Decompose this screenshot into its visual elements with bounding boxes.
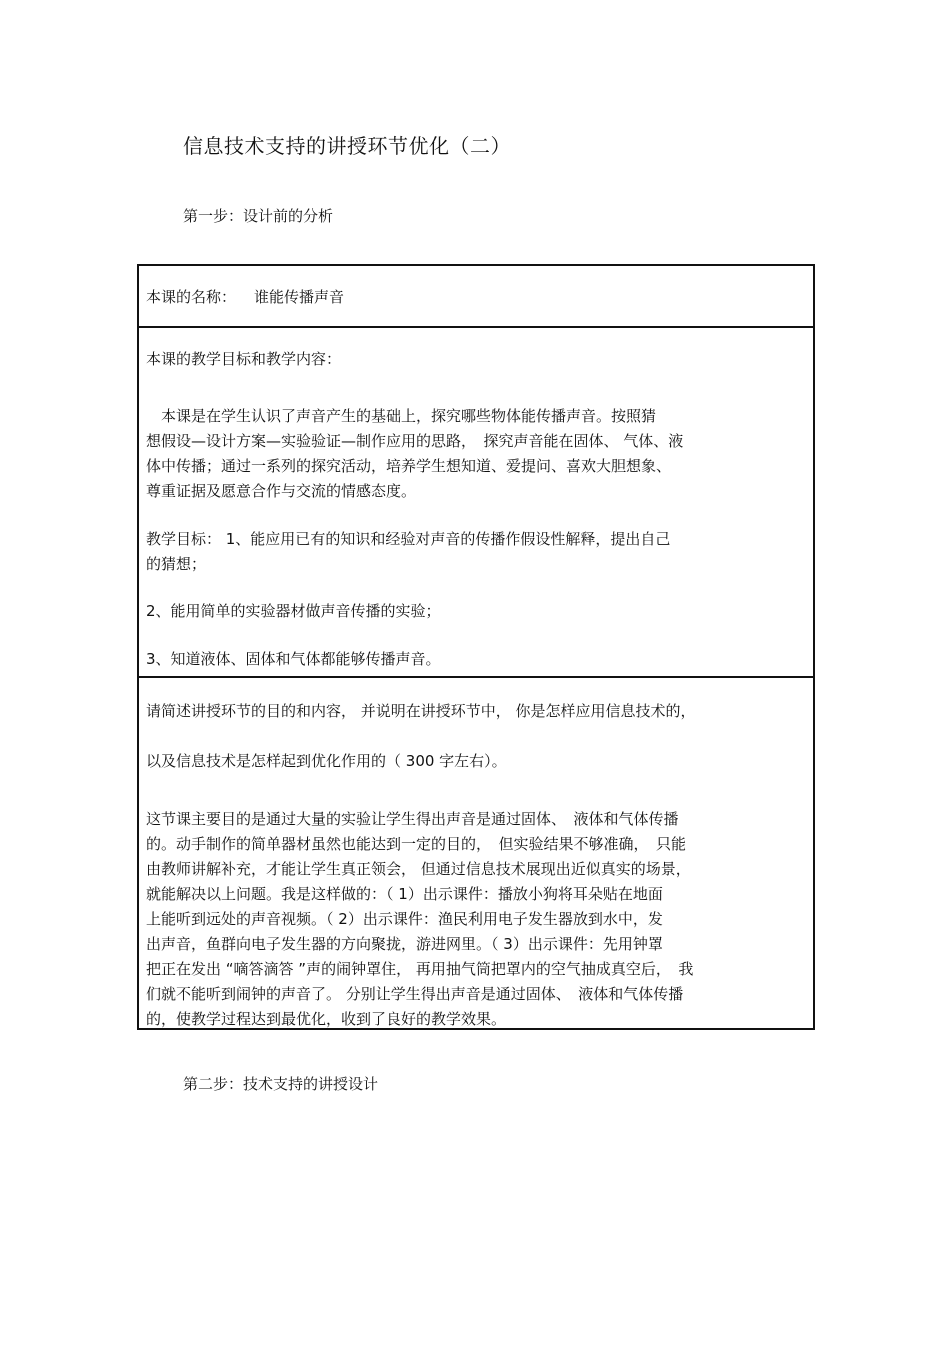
question-line: 以及信息技术是怎样起到优化作用的（ 300 字左右）。	[146, 752, 507, 770]
answer-line: 的，使教学过程达到最优化，收到了良好的教学效果。	[146, 1010, 507, 1028]
answer-line: 把正在发出 “嘀答滴答 ”声的闹钟罩住， 再用抽气筒把罩内的空气抽成真空后， 我	[146, 960, 694, 978]
answer-line: 上能听到远处的声音视频。（ 2）出示课件：渔民利用电子发生器放到水中，发	[146, 910, 663, 928]
answer-line: 由教师讲解补充，才能让学生真正领会， 但通过信息技术展现出近似真实的场景，	[146, 860, 691, 878]
content-line: 体中传播；通过一系列的探究活动，培养学生想知道、爱提问、喜欢大胆想象、	[146, 457, 672, 475]
answer-line: 的。动手制作的简单器材虽然也能达到一定的目的， 但实验结果不够准确， 只能	[146, 835, 687, 853]
goal-line: 的猜想；	[146, 555, 207, 573]
goal-line: 教学目标： 1、能应用已有的知识和经验对声音的传播作假设性解释，提出自己	[146, 530, 671, 548]
row-divider	[139, 326, 813, 328]
course-name-line	[146, 284, 344, 310]
course-name-value: 谁能传播声音	[254, 288, 345, 306]
row-divider	[139, 676, 813, 678]
content-line: 想假设—设计方案—实验验证—制作应用的思路， 探究声音能在固体、 气体、液	[146, 432, 684, 450]
answer-line: 就能解决以上问题。我是这样做的：（ 1）出示课件：播放小狗将耳朵贴在地面	[146, 885, 663, 903]
question-line: 请简述讲授环节的目的和内容， 并说明在讲授环节中， 你是怎样应用信息技术的，	[146, 702, 696, 720]
answer-line: 出声音，鱼群向电子发生器的方向聚拢，游进网里。（ 3）出示课件：先用钟罩	[146, 935, 663, 953]
goal-2: 2、能用简单的实验器材做声音传播的实验；	[146, 602, 441, 620]
answer-line: 们就不能听到闹钟的声音了。 分别让学生得出声音是通过固体、 液体和气体传播	[146, 985, 684, 1003]
step-two-heading: 第二步：技术支持的讲授设计	[183, 1075, 379, 1093]
content-line: 本课是在学生认识了声音产生的基础上，探究哪些物体能传播声音。按照猜	[146, 407, 657, 425]
objectives-heading: 本课的教学目标和教学内容：	[146, 350, 342, 368]
goal-3: 3、知道液体、固体和气体都能够传播声音。	[146, 650, 441, 668]
content-line: 尊重证据及愿意合作与交流的情感态度。	[146, 482, 417, 500]
answer-line: 这节课主要目的是通过大量的实验让学生得出声音是通过固体、 液体和气体传播	[146, 810, 679, 828]
document-title: 信息技术支持的讲授环节优化（二）	[183, 134, 511, 158]
step-one-heading: 第一步：设计前的分析	[183, 207, 334, 225]
analysis-table	[137, 264, 815, 1030]
course-name-label: 本课的名称：	[146, 288, 237, 306]
